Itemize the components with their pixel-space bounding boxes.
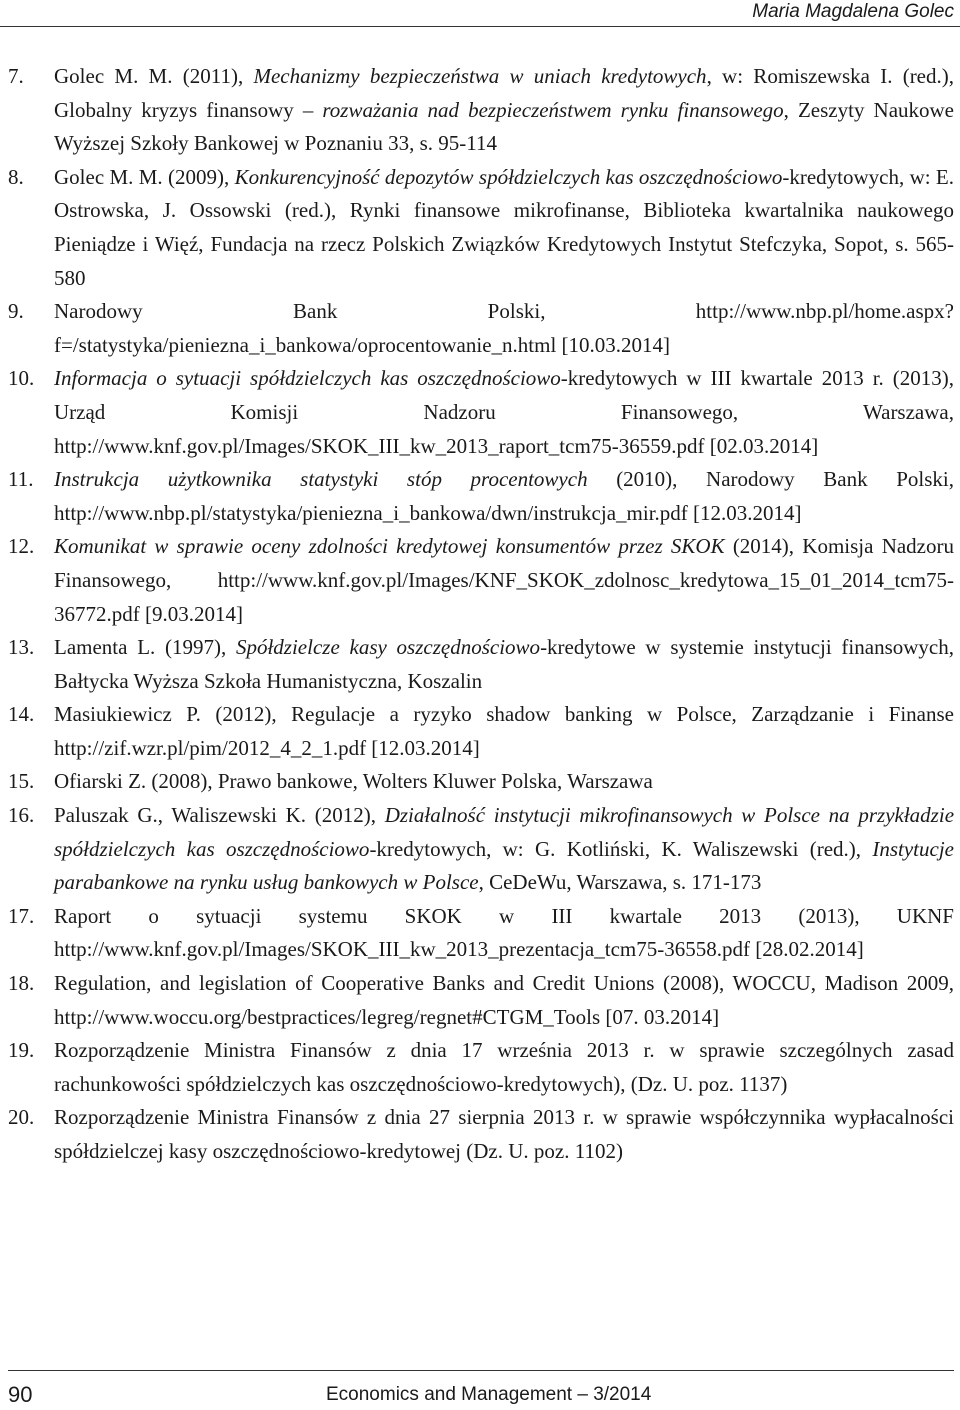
reference-item [0, 60, 960, 161]
reference-text: Regulation, and legislation of Cooperative Banks and Credit Unions (2008), WOCCU, Madison 2009, http://www.woccu.org/bestpractices/legreg/regnet#CTGM_Tools [07. 03.2014] [54, 971, 954, 1029]
reference-number: 13. [8, 635, 35, 660]
reference-number: 10. [8, 366, 35, 391]
reference-text: , Zeszyty Naukowe Wyższej Szkoły Bankowej w Poznaniu 33, s. 95-114 [54, 97, 954, 156]
reference-text: -kredytowych w III kwartale 2013 r. (2013), Urząd Komisji Nadzoru Finansowego, Warszawa, http://www.knf.gov.pl/Images/SKOK_III_kw_2013_raport_tcm75-36559.pdf [02.03.2014] [54, 366, 954, 458]
reference-text: -kredytowych, w: G. Kotliński, K. Waliszewski (red.), [369, 836, 873, 861]
reference-title-italic: rozważania nad bezpieczeństwem rynku finansowego [322, 97, 784, 122]
reference-item [0, 1034, 960, 1101]
reference-text: Ofiarski Z. (2008), Prawo bankowe, Wolters Kluwer Polska, Warszawa [54, 769, 653, 794]
reference-number: 17. [8, 903, 35, 928]
reference-item [0, 161, 960, 295]
reference-text: , w: Romiszewska I. (red.), Globalny kryzys finansowy – [54, 64, 954, 122]
reference-number: 12. [8, 534, 35, 559]
reference-item [0, 765, 960, 799]
reference-title-italic: Konkurencyjność depozytów spółdzielczych kas oszczędnościowo- [234, 164, 790, 189]
reference-text: Masiukiewicz P. (2012), Regulacje a ryzyko shadow banking w Polsce, Zarządzanie i Finanse http://zif.wzr.pl/pim/2012_4_2_1.pdf [12.03.2014] [54, 702, 954, 760]
reference-text: Rozporządzenie Ministra Finansów z dnia 27 sierpnia 2013 r. w sprawie współczynnika wypłacalności spółdzielczej kasy oszczędnościowo-kredytowej (Dz. U. poz. 1102) [54, 1105, 954, 1163]
reference-text: Paluszak G., Waliszewski K. (2012), [54, 803, 385, 828]
reference-item [0, 1101, 960, 1168]
reference-number: 11. [8, 467, 34, 492]
reference-title-italic: Działalność instytucji mikrofinansowych w Polsce na przykładzie spółdzielczych kas oszczędnościowo [54, 803, 955, 861]
reference-title-italic: Komunikat w sprawie oceny zdolności kredytowej konsumentów przez SKOK [54, 534, 725, 559]
reference-text: Rozporządzenie Ministra Finansów z dnia 17 września 2013 r. w sprawie szczególnych zasad rachunkowości spółdzielczych kas oszczędnościowo-kredytowych), (Dz. U. poz. 1137) [54, 1038, 954, 1096]
journal-name: Economics and Management – 3/2014 [326, 1384, 652, 1405]
reference-item [0, 900, 960, 967]
reference-item [0, 463, 960, 530]
reference-number: 16. [8, 803, 35, 828]
reference-title-italic: Instrukcja użytkownika statystyki stóp procentowych [54, 467, 588, 492]
reference-title-italic: Instytucje parabankowe na rynku usług bankowych w Polsce [54, 836, 954, 895]
reference-title-italic: Mechanizmy bezpieczeństwa w uniach kredytowych [253, 64, 707, 88]
reference-title-italic: Spółdzielcze kasy oszczędnościowo [235, 635, 541, 660]
reference-number: 14. [8, 702, 35, 727]
reference-item [0, 530, 960, 631]
reference-text: Lamenta L. (1997), [54, 635, 236, 660]
reference-item [0, 799, 960, 900]
reference-number: 9. [8, 299, 24, 324]
reference-number: 7. [8, 64, 24, 88]
reference-text: -kredytowe w systemie instytucji finansowych, Bałtycka Wyższa Szkoła Humanistyczna, Koszalin [54, 635, 954, 693]
reference-item [0, 362, 960, 463]
reference-list [0, 60, 960, 1169]
reference-item [0, 631, 960, 698]
reference-item [0, 295, 960, 362]
reference-text: Golec M. M. (2011), [54, 64, 254, 88]
footer-divider [8, 1370, 954, 1371]
reference-text: Narodowy Bank Polski, http://www.nbp.pl/home.aspx?f=/statystyka/pieniezna_i_bankowa/oprocentowanie_n.html [10.03.2014] [54, 299, 954, 357]
reference-item [0, 967, 960, 1034]
header-divider [0, 26, 960, 27]
header-author: Maria Magdalena Golec [752, 1, 954, 22]
reference-text: , CeDeWu, Warszawa, s. 171-173 [478, 870, 762, 895]
reference-text: kredytowych, w: E. Ostrowska, J. Ossowski (red.), Rynki finansowe mikrofinanse, Biblioteka kwartalnika naukowego Pieniądze i Więź, Fundacja na rzecz Polskich Związków Kredytowych Instytut Stefczyka, Sopot, s. 565-580 [54, 164, 954, 290]
reference-text: Golec M. M. (2009), [54, 164, 235, 189]
reference-number: 15. [8, 769, 35, 794]
reference-number: 18. [8, 971, 35, 996]
reference-text: Raport o sytuacji systemu SKOK w III kwartale 2013 (2013), UKNF http://www.knf.gov.pl/Images/SKOK_III_kw_2013_prezentacja_tcm75-36558.pdf [28.02.2014] [54, 903, 954, 962]
reference-text: (2014), Komisja Nadzoru Finansowego, http://www.knf.gov.pl/Images/KNF_SKOK_zdolnosc_kredytowa_15_01_2014_tcm75-36772.pdf [9.03.2014] [54, 534, 954, 626]
reference-text: (2010), Narodowy Bank Polski, http://www.nbp.pl/statystyka/pieniezna_i_bankowa/dwn/instrukcja_mir.pdf [12.03.2014] [54, 467, 954, 525]
reference-title-italic: Informacja o sytuacji spółdzielczych kas oszczędnościowo [54, 366, 561, 391]
reference-number: 20. [8, 1105, 35, 1130]
reference-number: 19. [8, 1038, 35, 1063]
reference-item [0, 698, 960, 765]
page-footer [0, 1370, 960, 1410]
page-number: 90 [8, 1382, 33, 1407]
reference-number: 8. [8, 164, 24, 189]
running-header [0, 0, 954, 28]
